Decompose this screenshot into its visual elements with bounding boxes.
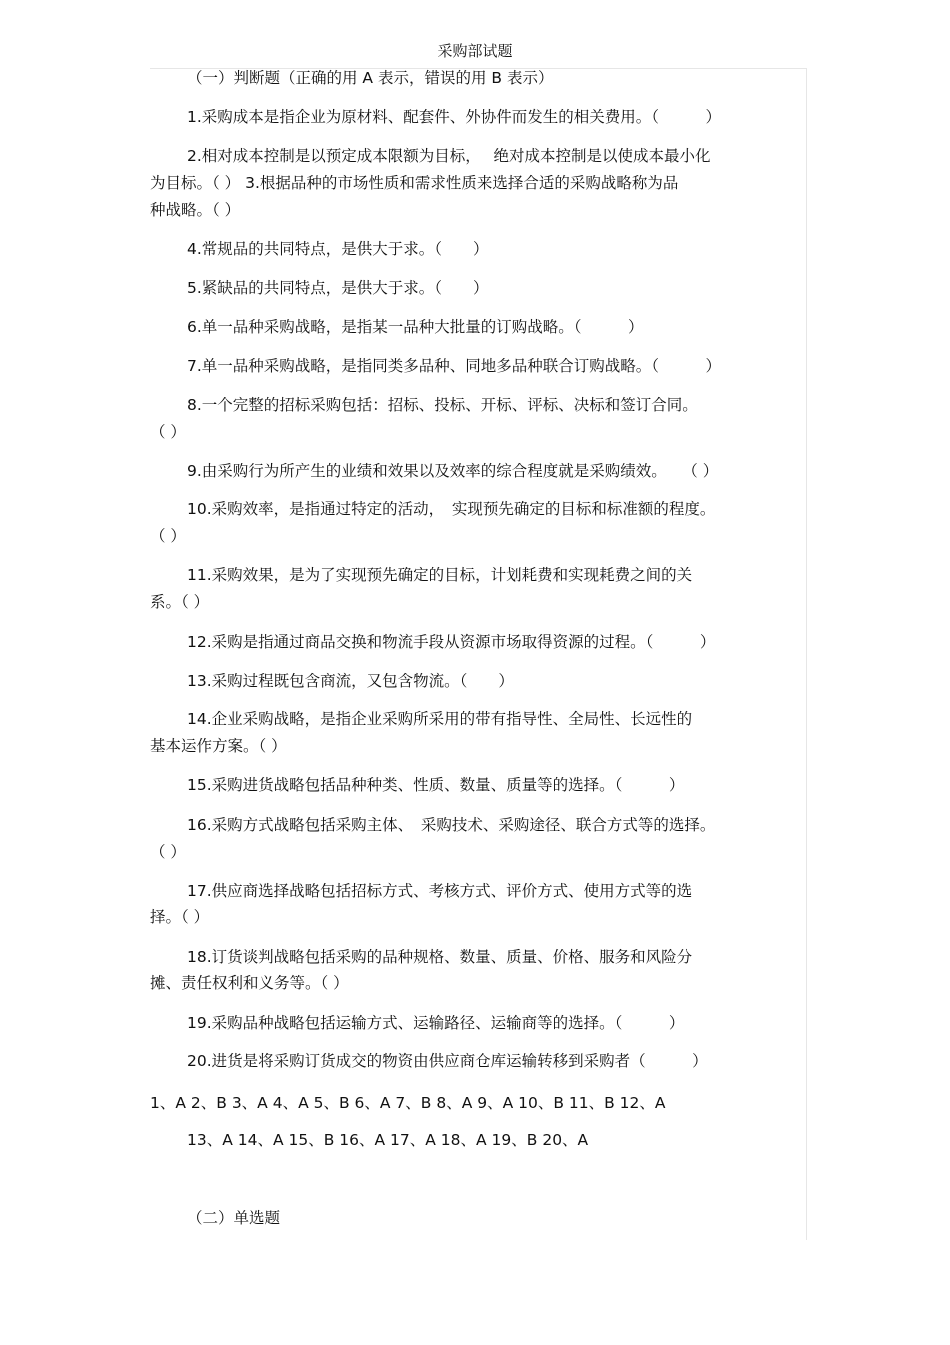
question-line: 20.进货是将采购订货成交的物资由供应商仓库运输转移到采购者（ ） <box>187 1052 708 1070</box>
question-line: 15.采购进货战略包括品种种类、性质、数量、质量等的选择。（ ） <box>187 776 685 794</box>
question-line: （ ） <box>150 527 186 545</box>
question-line: 择。（ ） <box>150 908 210 926</box>
question-line: 4.常规品的共同特点，是供大于求。（ ） <box>187 240 489 258</box>
question-line: 6.单一品种采购战略，是指某一品种大批量的订购战略。（ ） <box>187 318 644 336</box>
question-line: 10.采购效率，是指通过特定的活动， 实现预先确定的目标和标准额的程度。 <box>187 500 716 518</box>
question-line: 5.紧缺品的共同特点，是供大于求。（ ） <box>187 279 489 297</box>
question-line: 系。（ ） <box>150 593 210 611</box>
question-line: 11.采购效果，是为了实现预先确定的目标，计划耗费和实现耗费之间的关 <box>187 566 693 584</box>
answer-key-line: 13、A 14、A 15、B 16、A 17、A 18、A 19、B 20、A <box>187 1131 589 1149</box>
page-title: 采购部试题 <box>437 42 513 60</box>
question-line: 基本运作方案。（ ） <box>150 737 287 755</box>
question-line: 13.采购过程既包含商流，又包含物流。（ ） <box>187 672 514 690</box>
question-line: 种战略。（ ） <box>150 201 241 219</box>
question-line: 17.供应商选择战略包括招标方式、考核方式、评价方式、使用方式等的选 <box>187 882 693 900</box>
question-line: 8.一个完整的招标采购包括：招标、投标、开标、评标、决标和签订合同。 <box>187 396 698 414</box>
section-heading-single-choice: （二）单选题 <box>187 1209 281 1227</box>
question-line: 9.由采购行为所产生的业绩和效果以及效率的综合程度就是采购绩效。 （ ） <box>187 462 719 480</box>
section-heading-judgement: （一）判断题（正确的用 A 表示，错误的用 B 表示） <box>187 69 554 87</box>
question-line: 1.采购成本是指企业为原材料、配套件、外协件而发生的相关费用。（ ） <box>187 108 722 126</box>
question-line: 16.采购方式战略包括采购主体、 采购技术、采购途径、联合方式等的选择。 <box>187 816 716 834</box>
question-line: 摊、责任权利和义务等。（ ） <box>150 974 349 992</box>
question-line: （ ） <box>150 843 186 861</box>
question-line: （ ） <box>150 423 186 441</box>
answer-key-line: 1、A 2、B 3、A 4、A 5、B 6、A 7、B 8、A 9、A 10、B 11、B 12、A <box>150 1094 666 1112</box>
question-line: 14.企业采购战略，是指企业采购所采用的带有指导性、全局性、长远性的 <box>187 710 693 728</box>
question-line: 为目标。（ ） 3.根据品种的市场性质和需求性质来选择合适的采购战略称为品 <box>150 174 679 192</box>
right-margin-rule <box>806 68 807 1240</box>
question-line: 2.相对成本控制是以预定成本限额为目标， 绝对成本控制是以使成本最小化 <box>187 147 711 165</box>
question-line: 19.采购品种战略包括运输方式、运输路径、运输商等的选择。（ ） <box>187 1014 685 1032</box>
question-line: 12.采购是指通过商品交换和物流手段从资源市场取得资源的过程。（ ） <box>187 633 716 651</box>
question-line: 18.订货谈判战略包括采购的品种规格、数量、质量、价格、服务和风险分 <box>187 948 693 966</box>
question-line: 7.单一品种采购战略，是指同类多品种、同地多品种联合订购战略。（ ） <box>187 357 722 375</box>
